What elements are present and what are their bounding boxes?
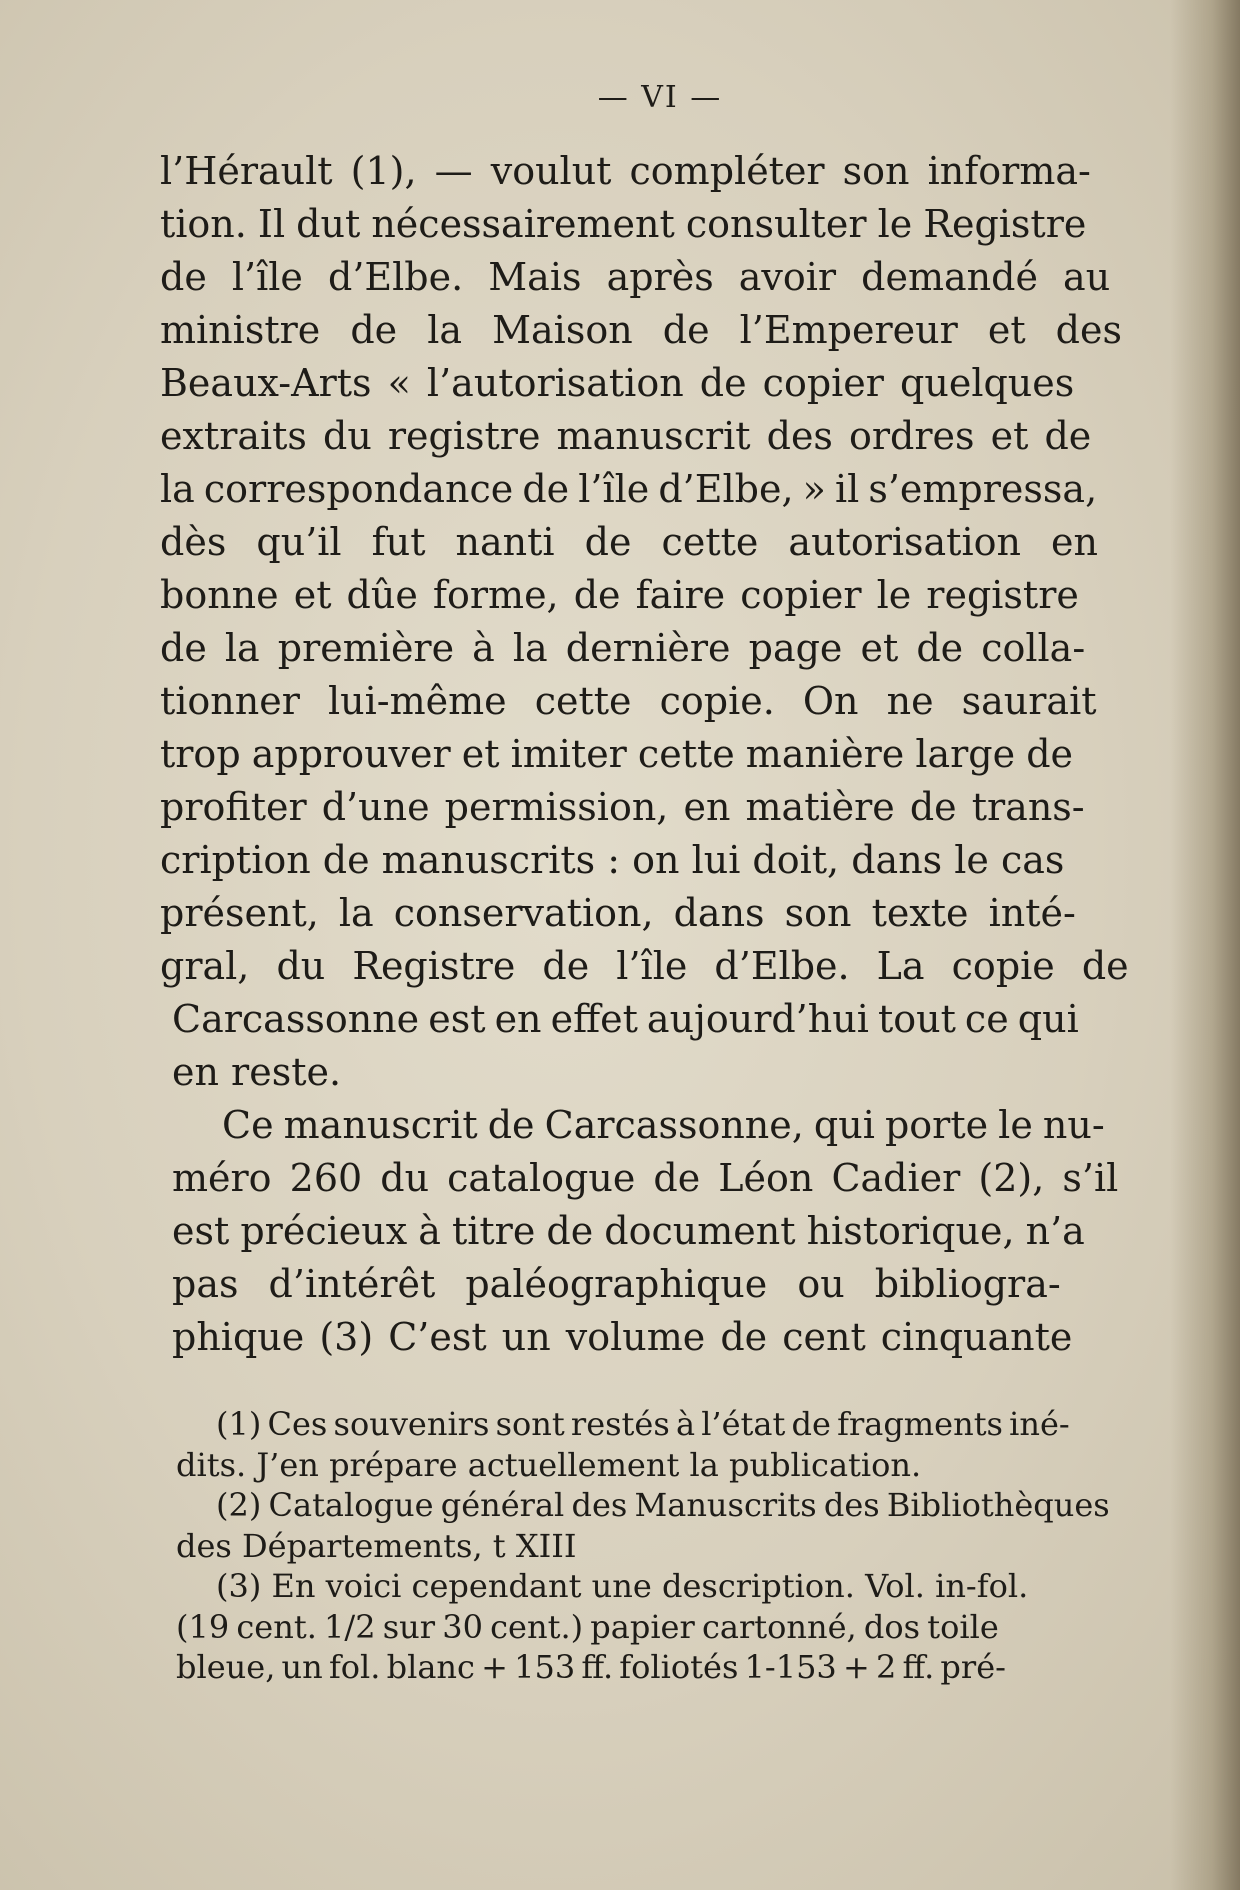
body-line: de l’île d’Elbe. Mais après avoir demandé au — [160, 255, 1111, 299]
footnote-line: (2) Catalogue général des Manuscrits des Bibliothèques — [216, 1486, 1110, 1524]
body-line: dès qu’il fut nanti de cette autorisation en — [160, 520, 1098, 564]
page-number: — VI — — [597, 80, 723, 115]
footnote-line: (1) Ces souvenirs sont restés à l’état de fragments iné- — [216, 1405, 1070, 1443]
body-line: présent, la conservation, dans son texte inté- — [160, 891, 1076, 935]
footnote-line: (19 cent. 1/2 sur 30 cent.) papier cartonné, dos toile — [176, 1607, 999, 1646]
body-line: profiter d’une permission, en matière de trans- — [160, 785, 1085, 829]
page-gutter-shadow — [1170, 0, 1240, 1890]
text-block — [160, 80, 1160, 1688]
body-line: tionner lui-même cette copie. On ne saurait — [160, 679, 1097, 723]
body-line: ministre de la Maison de l’Empereur et des — [160, 308, 1122, 352]
body-line: Carcassonne est en effet aujourd’hui tout ce qui — [172, 997, 1079, 1041]
footnotes — [160, 1404, 1160, 1688]
body-text — [160, 145, 1160, 1364]
body-line: pas d’intérêt paléographique ou bibliogra- — [172, 1262, 1061, 1306]
footnote-line: (3) En voici cependant une description. Vol. in-fol. — [216, 1567, 1029, 1605]
body-line: Beaux-Arts « l’autorisation de copier quelques — [160, 361, 1075, 405]
body-line: tion. Il dut nécessairement consulter le Registre — [160, 202, 1087, 246]
body-line: en reste. — [172, 1050, 342, 1094]
body-line: extraits du registre manuscrit des ordres et de — [160, 414, 1092, 458]
body-line: Ce manuscrit de Carcassonne, qui porte le nu- — [222, 1103, 1105, 1147]
body-line: de la première à la dernière page et de colla- — [160, 626, 1086, 670]
body-line: cription de manuscrits : on lui doit, dans le cas — [160, 838, 1065, 882]
body-line: trop approuver et imiter cette manière large de — [160, 732, 1074, 776]
body-line: la correspondance de l’île d’Elbe, » il s’empressa, — [160, 467, 1098, 511]
body-line: bonne et dûe forme, de faire copier le registre — [160, 573, 1079, 617]
footnote-line: bleue, un fol. blanc + 153 ff. foliotés 1-153 + 2 ff. pré- — [176, 1648, 1006, 1686]
body-line: l’Hérault (1), — voulut compléter son informa- — [160, 149, 1091, 193]
footnote-line: des Départements, t XIII — [176, 1526, 577, 1565]
body-line: gral, du Registre de l’île d’Elbe. La copie de — [160, 944, 1129, 988]
body-line: est précieux à titre de document historique, n’a — [172, 1209, 1085, 1253]
body-line: méro 260 du catalogue de Léon Cadier (2), s’il — [172, 1156, 1119, 1200]
footnote-line: dits. J’en prépare actuellement la publication. — [176, 1445, 922, 1484]
body-line: phique (3) C’est un volume de cent cinquante — [172, 1315, 1073, 1359]
